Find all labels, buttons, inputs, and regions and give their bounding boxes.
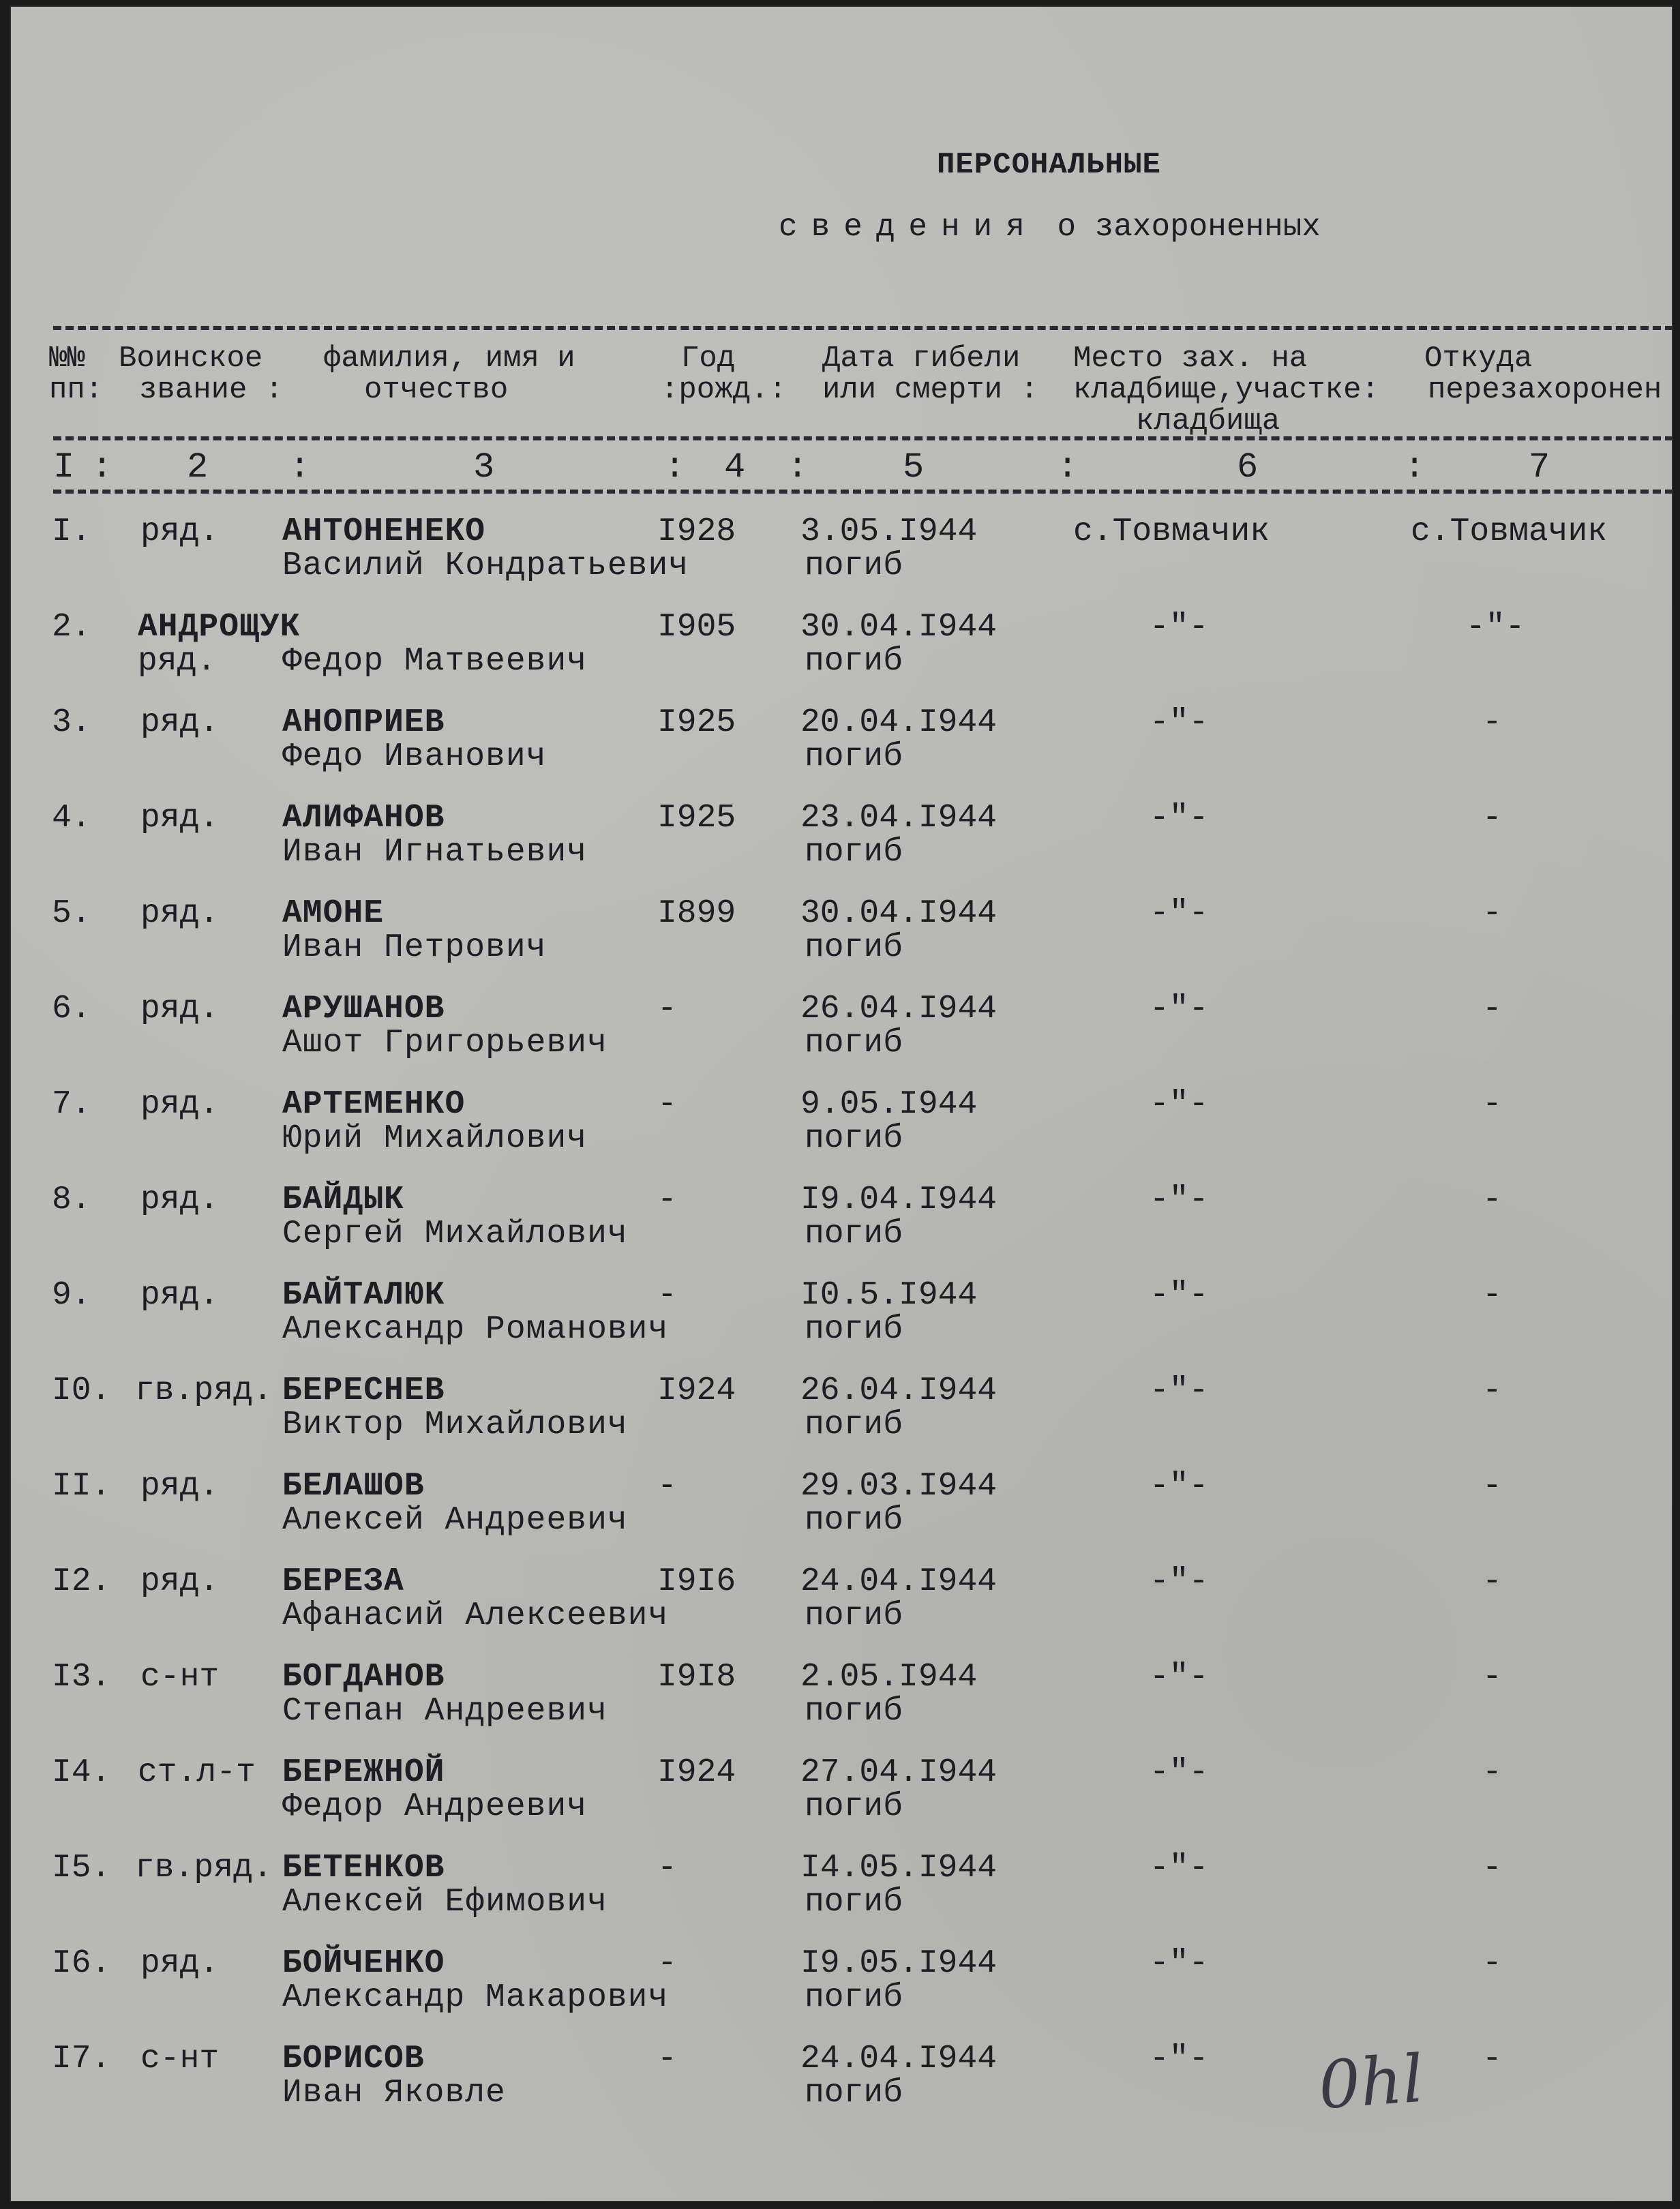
death-status: погиб	[805, 1502, 903, 1539]
header-rank-line2: звание :	[139, 373, 284, 407]
surname: БЕТЕНКОВ	[282, 1850, 445, 1887]
birth-year: -	[657, 1468, 677, 1505]
birth-year: -	[657, 991, 677, 1027]
burial-place: -"-	[1150, 1372, 1209, 1409]
subtitle-spaced-word: сведения	[779, 209, 1038, 245]
document-page	[10, 5, 1673, 2202]
col-sep-2: :	[289, 447, 311, 487]
military-rank: гв.ряд.	[135, 1850, 273, 1887]
surname: БЕЛАШОВ	[282, 1468, 425, 1505]
death-date: 30.04.I944	[800, 895, 997, 932]
header-place-line3: кладбища	[1136, 404, 1280, 438]
surname: АРУШАНОВ	[282, 991, 445, 1027]
first-patronymic: Алексей Ефимович	[282, 1884, 608, 1921]
birth-year: I924	[657, 1754, 736, 1791]
surname: АЛИФАНОВ	[282, 800, 445, 837]
first-patronymic: Виктор Михайлович	[282, 1407, 628, 1443]
death-status: погиб	[805, 1597, 903, 1634]
first-patronymic: Александр Романович	[282, 1311, 669, 1348]
burial-place: -"-	[1150, 2041, 1209, 2077]
surname: АМОНЕ	[282, 895, 385, 932]
row-number: 7.	[52, 1086, 91, 1123]
row-number: I2.	[52, 1563, 111, 1600]
burial-place: -"-	[1150, 800, 1209, 837]
reburied-from: -	[1482, 895, 1502, 932]
header-no-line1: №№	[49, 342, 85, 376]
col-sep-4: :	[787, 447, 809, 487]
military-rank: гв.ряд.	[135, 1372, 273, 1409]
surname: АРТЕМЕНКО	[282, 1086, 466, 1123]
burial-place: -"-	[1150, 895, 1209, 932]
reburied-from: -	[1482, 1372, 1502, 1409]
death-status: погиб	[805, 1407, 903, 1443]
death-status: погиб	[805, 1120, 903, 1157]
military-rank: ряд.	[140, 800, 220, 837]
reburied-from: -	[1482, 1563, 1502, 1600]
burial-place: с.Товмачик	[1073, 513, 1270, 550]
document-subtitle	[779, 211, 1321, 243]
burial-place: -"-	[1150, 609, 1209, 646]
subtitle-rest: о захороненных	[1057, 209, 1321, 245]
first-patronymic: Василий Кондратьевич	[282, 547, 689, 584]
death-date: 24.04.I944	[800, 2041, 997, 2077]
death-status: погиб	[805, 1025, 903, 1062]
death-date: I9.05.I944	[800, 1945, 997, 1982]
first-patronymic: Алексей Андреевич	[282, 1502, 628, 1539]
reburied-from: -	[1482, 991, 1502, 1027]
handwritten-page-number: 0hl	[1316, 2040, 1426, 2124]
death-date: I0.5.I944	[800, 1277, 978, 1314]
death-date: 26.04.I944	[800, 991, 997, 1027]
burial-place: -"-	[1150, 1277, 1209, 1314]
birth-year: -	[657, 1945, 677, 1982]
surname: АНТОНЕНЕКО	[282, 513, 486, 550]
col-sep-3: :	[664, 447, 686, 487]
first-patronymic: Федо Иванович	[282, 738, 547, 775]
military-rank: с-нт	[140, 2041, 220, 2077]
death-date: I9.04.I944	[800, 1182, 997, 1218]
military-rank: ряд.	[138, 643, 217, 680]
row-number: I7.	[52, 2041, 111, 2077]
row-number: 9.	[52, 1277, 91, 1314]
col-sep-6: :	[1404, 447, 1426, 487]
col-number-6: 6	[1237, 447, 1259, 487]
row-number: I.	[52, 513, 91, 550]
first-patronymic: Ашот Григорьевич	[282, 1025, 608, 1062]
birth-year: I924	[657, 1372, 736, 1409]
birth-year: I905	[657, 609, 736, 646]
death-status: погиб	[805, 547, 903, 584]
row-number: 8.	[52, 1182, 91, 1218]
burial-place: -"-	[1150, 1659, 1209, 1696]
reburied-from: -	[1482, 1659, 1502, 1696]
birth-year: -	[657, 1277, 677, 1314]
burial-place: -"-	[1150, 1754, 1209, 1791]
row-number: 4.	[52, 800, 91, 837]
death-date: 27.04.I944	[800, 1754, 997, 1791]
document-title: ПЕРСОНАЛЬНЫЕ	[937, 148, 1161, 182]
reburied-from: -	[1482, 1277, 1502, 1314]
military-rank: ряд.	[140, 1277, 220, 1314]
surname: БОРИСОВ	[282, 2041, 425, 2077]
military-rank: ряд.	[140, 1468, 220, 1505]
header-place-line1: Место зах. на	[1073, 342, 1308, 376]
death-status: погиб	[805, 1216, 903, 1252]
surname: БОГДАНОВ	[282, 1659, 445, 1696]
burial-place: -"-	[1150, 1850, 1209, 1887]
row-number: 6.	[52, 991, 91, 1027]
burial-place: -"-	[1150, 704, 1209, 741]
death-status: погиб	[805, 738, 903, 775]
birth-year: -	[657, 2041, 677, 2077]
col-number-4: 4	[724, 447, 746, 487]
col-number-7: 7	[1529, 447, 1550, 487]
military-rank: ст.л-т	[138, 1754, 256, 1791]
burial-place: -"-	[1150, 1182, 1209, 1218]
death-date: 30.04.I944	[800, 609, 997, 646]
military-rank: с-нт	[140, 1659, 220, 1696]
row-number: I3.	[52, 1659, 111, 1696]
reburied-from: -	[1482, 1468, 1502, 1505]
reburied-from: -	[1482, 2041, 1502, 2077]
birth-year: -	[657, 1850, 677, 1887]
first-patronymic: Сергей Михайлович	[282, 1216, 628, 1252]
header-name-line1: фамилия, имя и	[323, 342, 575, 376]
death-date: 29.03.I944	[800, 1468, 997, 1505]
surname: БАЙТАЛЮК	[282, 1277, 445, 1314]
reburied-from: -	[1482, 1754, 1502, 1791]
header-name-line2: отчество	[364, 373, 509, 407]
birth-year: I925	[657, 800, 736, 837]
birth-year: I899	[657, 895, 736, 932]
military-rank: ряд.	[140, 1086, 220, 1123]
burial-place: -"-	[1150, 991, 1209, 1027]
birth-year: I925	[657, 704, 736, 741]
burial-place: -"-	[1150, 1468, 1209, 1505]
first-patronymic: Юрий Михайлович	[282, 1120, 588, 1157]
death-date: 2.05.I944	[800, 1659, 978, 1696]
reburied-from: -"-	[1466, 609, 1525, 646]
military-rank: ряд.	[140, 513, 220, 550]
birth-year: I9I8	[657, 1659, 736, 1696]
surname: БАЙДЫК	[282, 1182, 404, 1218]
header-from-line2: перезахоронен	[1428, 373, 1662, 407]
birth-year: I928	[657, 513, 736, 550]
surname: АНОПРИЕВ	[282, 704, 445, 741]
military-rank: ряд.	[140, 1945, 220, 1982]
row-number: 5.	[52, 895, 91, 932]
header-top-divider	[53, 326, 1673, 330]
header-place-line2: кладбище,участке:	[1073, 373, 1379, 407]
military-rank: ряд.	[140, 704, 220, 741]
death-date: 20.04.I944	[800, 704, 997, 741]
burial-place: -"-	[1150, 1945, 1209, 1982]
death-status: погиб	[805, 643, 903, 680]
military-rank: ряд.	[140, 895, 220, 932]
header-year-line2: :рожд.:	[661, 373, 787, 407]
first-patronymic: Александр Макарович	[282, 1979, 669, 2016]
header-bottom-divider	[53, 490, 1673, 494]
surname: БЕРЕСНЕВ	[282, 1372, 445, 1409]
header-from-line1: Откуда	[1424, 342, 1533, 376]
row-number: II.	[52, 1468, 111, 1505]
death-status: погиб	[805, 1693, 903, 1730]
death-status: погиб	[805, 929, 903, 966]
row-number: I4.	[52, 1754, 111, 1791]
header-mid-divider	[53, 436, 1673, 440]
row-number: I5.	[52, 1850, 111, 1887]
surname: БЕРЕЗА	[282, 1563, 404, 1600]
burial-place: -"-	[1150, 1086, 1209, 1123]
col-number-5: 5	[903, 447, 925, 487]
burial-place: -"-	[1150, 1563, 1209, 1600]
row-number: 3.	[52, 704, 91, 741]
death-status: погиб	[805, 834, 903, 871]
header-date-line1: Дата гибели	[822, 342, 1021, 376]
death-date: 9.05.I944	[800, 1086, 978, 1123]
birth-year: I9I6	[657, 1563, 736, 1600]
military-rank: ряд.	[140, 991, 220, 1027]
reburied-from: -	[1482, 800, 1502, 837]
surname: АНДРОЩУК	[138, 609, 301, 646]
death-date: 24.04.I944	[800, 1563, 997, 1600]
surname: БОЙЧЕНКО	[282, 1945, 445, 1982]
reburied-from: -	[1482, 1086, 1502, 1123]
header-year-line1: Год	[681, 342, 736, 376]
death-status: погиб	[805, 1311, 903, 1348]
first-patronymic: Федор Матвеевич	[282, 643, 588, 680]
death-status: погиб	[805, 1788, 903, 1825]
row-number: I6.	[52, 1945, 111, 1982]
birth-year: -	[657, 1086, 677, 1123]
birth-year: -	[657, 1182, 677, 1218]
first-patronymic: Афанасий Алексеевич	[282, 1597, 669, 1634]
header-no-line2: пп:	[49, 373, 104, 407]
reburied-from: -	[1482, 1945, 1502, 1982]
row-number: 2.	[52, 609, 91, 646]
death-date: 26.04.I944	[800, 1372, 997, 1409]
col-number-2: 2	[187, 447, 209, 487]
reburied-from: с.Товмачик	[1411, 513, 1608, 550]
surname: БЕРЕЖНОЙ	[282, 1754, 445, 1791]
first-patronymic: Иван Петрович	[282, 929, 547, 966]
col-sep-5: :	[1057, 447, 1079, 487]
first-patronymic: Федор Андреевич	[282, 1788, 588, 1825]
first-patronymic: Степан Андреевич	[282, 1693, 608, 1730]
first-patronymic: Иван Яковле	[282, 2075, 506, 2112]
header-rank-line1: Воинское	[119, 342, 263, 376]
death-status: погиб	[805, 1884, 903, 1921]
row-number: I0.	[52, 1372, 111, 1409]
col-number-1: I	[53, 447, 75, 487]
col-sep-1: :	[91, 447, 113, 487]
death-date: I4.05.I944	[800, 1850, 997, 1887]
death-status: погиб	[805, 1979, 903, 2016]
reburied-from: -	[1482, 1182, 1502, 1218]
military-rank: ряд.	[140, 1563, 220, 1600]
col-number-3: 3	[473, 447, 495, 487]
death-date: 23.04.I944	[800, 800, 997, 837]
reburied-from: -	[1482, 1850, 1502, 1887]
header-date-line2: или смерти :	[822, 373, 1038, 407]
death-date: 3.05.I944	[800, 513, 978, 550]
death-status: погиб	[805, 2075, 903, 2112]
reburied-from: -	[1482, 704, 1502, 741]
military-rank: ряд.	[140, 1182, 220, 1218]
first-patronymic: Иван Игнатьевич	[282, 834, 588, 871]
